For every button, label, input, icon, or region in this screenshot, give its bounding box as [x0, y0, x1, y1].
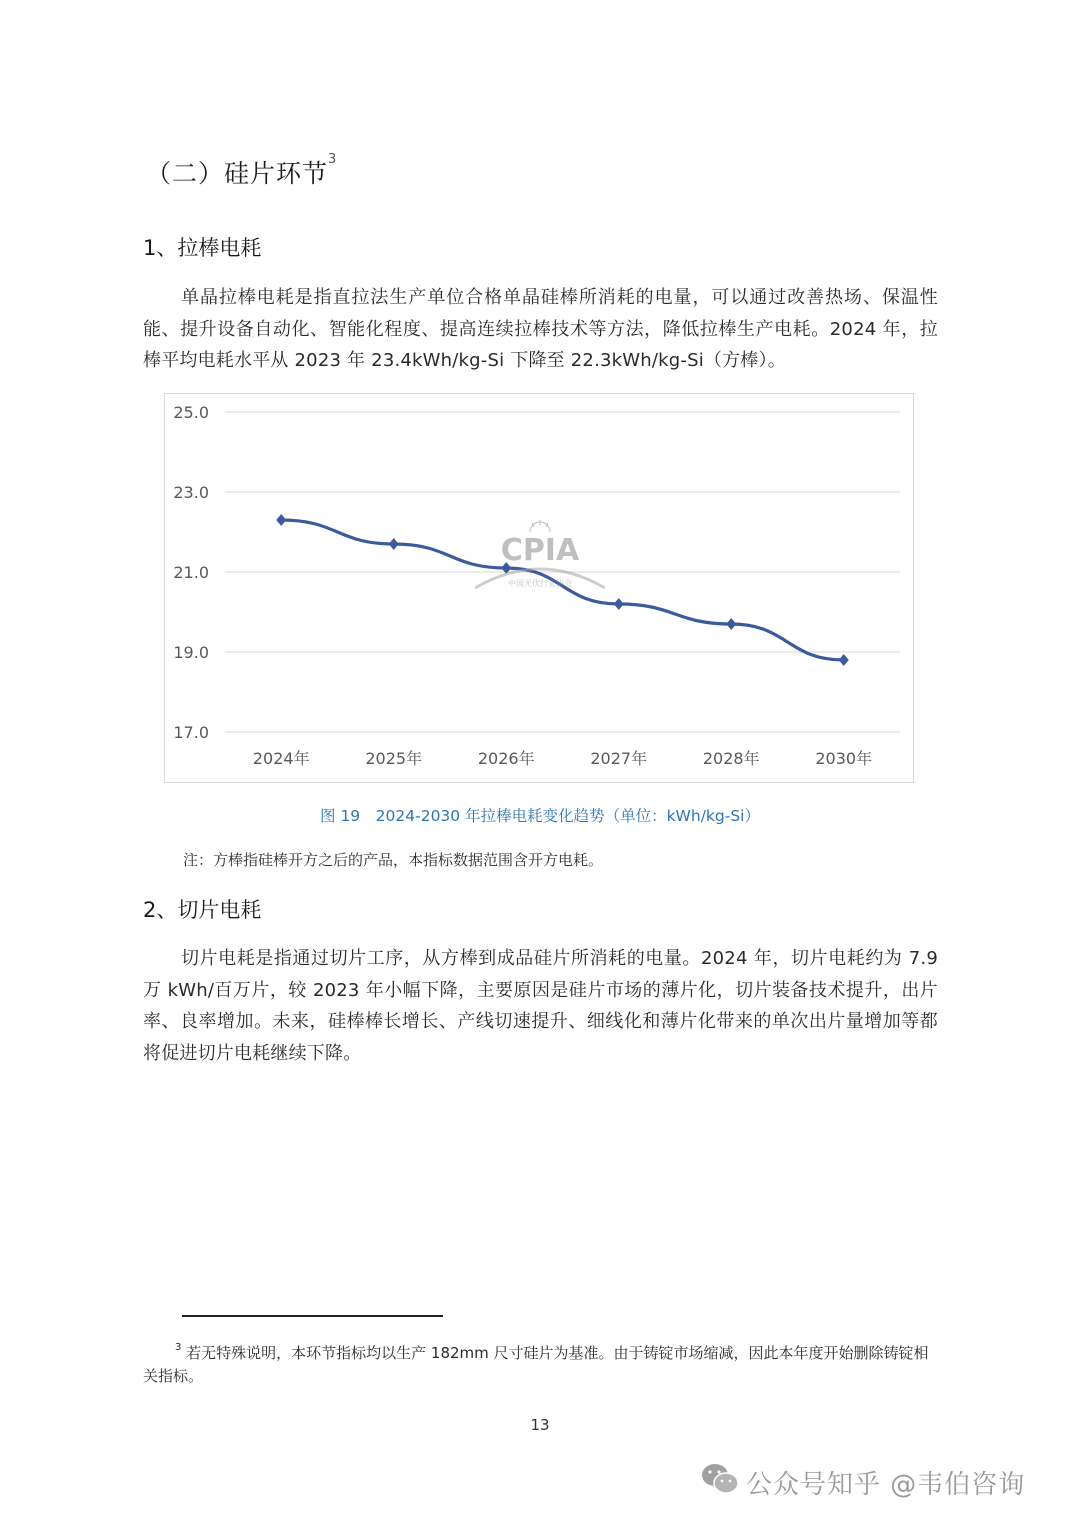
footnote-divider [182, 1315, 443, 1317]
footnote [143, 1338, 943, 1388]
page-number: 13 [530, 1416, 550, 1434]
svg-text:中国光伏行业协会: 中国光伏行业协会 [508, 579, 572, 588]
paragraph-2: 切片电耗是指通过切片工序，从方棒到成品硅片所消耗的电量。2024 年，切片电耗约为 7.9 万 kWh/百万片，较 2023 年小幅下降，主要原因是硅片市场的薄片化，切片装备技术提升，出片率、良率增加。未来，硅棒棒长增长、产线切速提升、细线化和薄片化带来的单次出片量增加等都将促进切片电耗继续下降。 [143, 948, 938, 1064]
y-tick-label: 17.0 [173, 723, 209, 742]
paragraph-1: 单晶拉棒电耗是指直拉法生产单位合格单晶硅棒所消耗的电量，可以通过改善热场、保温性能、提升设备自动化、智能化程度、提高连续拉棒技术等方法，降低拉棒生产电耗。2024 年，拉棒平均电耗水平从 2023 年 23.4kWh/kg-Si 下降至 22.3kWh/kg-Si（方棒）。 [143, 287, 938, 371]
x-tick-label: 2024年 [252, 749, 310, 768]
diamond-marker-icon [276, 514, 286, 526]
diamond-marker-icon [839, 654, 849, 666]
y-tick-label: 25.0 [173, 403, 209, 422]
diamond-marker-icon [389, 538, 399, 550]
watermark-text: 公众号知乎 @韦伯咨询 [746, 1470, 1026, 1500]
y-tick-label: 23.0 [173, 483, 209, 502]
footnote-ref[interactable]: 3 [328, 152, 338, 167]
subsection-heading-1: 1、拉棒电耗 [143, 236, 262, 260]
diamond-marker-icon [726, 618, 736, 630]
x-tick-label: 2027年 [590, 749, 648, 768]
y-tick-label: 19.0 [173, 643, 209, 662]
footnote-text: 若无特殊说明，本环节指标均以生产 182mm 尺寸硅片为基准。由于铸锭市场缩减，因此本年度开始删除铸锭相关指标。 [143, 1344, 929, 1385]
x-tick-label: 2028年 [702, 749, 760, 768]
cpia-watermark-logo [470, 520, 610, 600]
section-title: （二）硅片环节$^3$ [146, 152, 338, 188]
figure-note: 注：方棒指硅棒开方之后的产品，本指标数据范围含开方电耗。 [183, 851, 604, 869]
footnote-number: 3 [175, 1342, 182, 1353]
wechat-icon [700, 1462, 740, 1503]
svg-text:CPIA: CPIA [500, 533, 580, 568]
x-tick-label: 2030年 [815, 749, 873, 768]
x-tick-label: 2025年 [365, 749, 423, 768]
y-tick-label: 21.0 [173, 563, 209, 582]
subsection-heading-2: 2、切片电耗 [143, 898, 262, 922]
x-tick-label: 2026年 [477, 749, 535, 768]
figure-caption: 图 19 2024-2030 年拉棒电耗变化趋势（单位：kWh/kg-Si） [320, 807, 760, 825]
diamond-marker-icon [614, 598, 624, 610]
source-watermark [700, 1462, 1025, 1503]
